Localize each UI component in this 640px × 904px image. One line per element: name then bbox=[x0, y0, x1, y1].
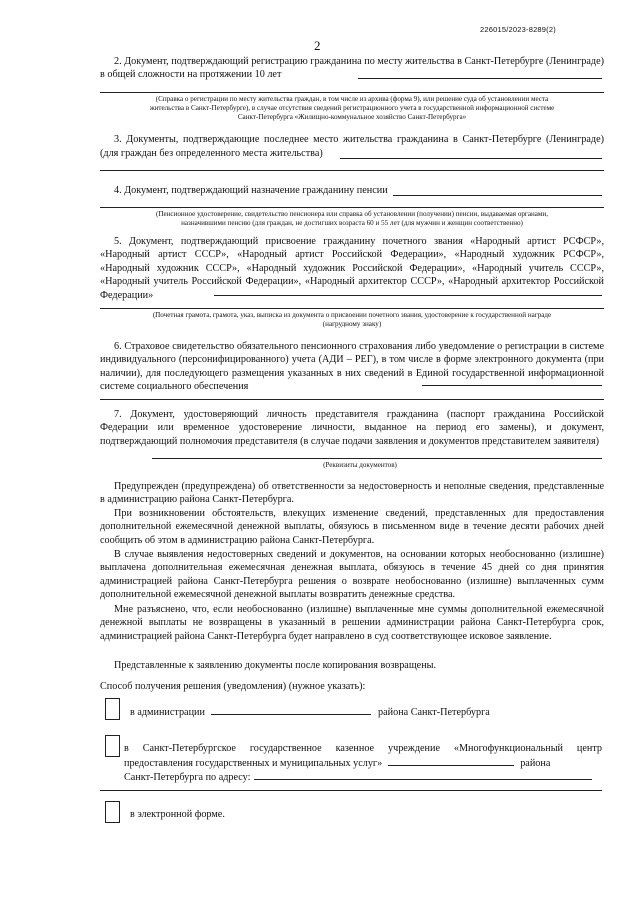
item-4-caption-line-1: (Пенсионное удостоверение, свидетельство пенсионера или справка об установлении (получении) пенсии, выдаваемая органами, bbox=[156, 210, 548, 218]
warning-paragraph-1: Предупрежден (предупреждена) об ответственности за недостоверность и неполные сведения, представленные в администрацию района Санкт-Петербурга. bbox=[100, 481, 604, 506]
item-4-answer-line-1 bbox=[393, 195, 602, 196]
district-name-field[interactable] bbox=[211, 705, 371, 715]
delivery-option-electronic-checkbox[interactable] bbox=[105, 801, 120, 823]
item-5-caption-line-1: (Почетная грамота, грамота, указ, выписка из документа о присвоении почетного звания, удостоверение к государственной награде bbox=[152, 311, 552, 319]
delivery-option-mfc-checkbox[interactable] bbox=[105, 735, 120, 757]
item-7-caption: (Реквизиты документов) bbox=[323, 461, 397, 469]
item-5-answer-line-1 bbox=[214, 295, 602, 296]
item-6-answer-line-1 bbox=[422, 385, 602, 386]
mfc-address-field[interactable] bbox=[254, 770, 592, 780]
item-7-answer-line bbox=[152, 458, 602, 459]
delivery-option-mfc-line-1: в Санкт-Петербургское государственное казенное учреждение «Многофункциональный центр bbox=[124, 743, 602, 754]
warning-paragraph-4: Мне разъяснено, что, если необоснованно (излишне) выплаченные мне суммы дополнительной ежемесячной денежной выплаты не возвращены в указанный в решении администрации района Санкт-Петербурга срок, администрацией района Санкт-Петербурга будет направлено в суд соответствующее исковое заявление. bbox=[100, 604, 604, 642]
mfc-district-field[interactable] bbox=[388, 756, 514, 766]
item-2-caption-line-3: Санкт-Петербурга «Жилищно-коммунальное хозяйство Санкт-Петербурга» bbox=[237, 113, 467, 121]
item-7-text: 7. Документ, удостоверяющий личность представителя гражданина (паспорт гражданина Российской Федерации или временное удостоверение личности, выданное на период его замены), и документ, подтверждающий полномочия представителя (в случае подачи заявления и документов представителем заявителя) bbox=[100, 409, 604, 447]
returned-docs-note: Представленные к заявлению документы после копирования возвращены. bbox=[114, 660, 437, 671]
item-4-caption bbox=[100, 210, 604, 228]
item-6-answer-line-2 bbox=[100, 399, 604, 400]
item-2-text: 2. Документ, подтверждающий регистрацию гражданина по месту жительства в Санкт-Петербурге (Ленинграде) в общей сложности на протяжении 10 лет bbox=[100, 56, 604, 81]
mfc-address-line-2 bbox=[100, 790, 602, 791]
delivery-option-administration bbox=[130, 705, 610, 719]
item-5-answer-line-2 bbox=[100, 308, 604, 309]
delivery-option-electronic: в электронной форме. bbox=[130, 809, 225, 820]
item-5-caption bbox=[100, 311, 604, 329]
item-6-text: 6. Страховое свидетельство обязательного пенсионного страхования либо уведомление о регистрации в системе индивидуального (персонифицированного) учета (АДИ – РЕГ), в том числе в форме электронного документа (при наличии), для последующего размещения указанных в них сведений в Единой государственной информационной системе социального обеспечения bbox=[100, 341, 604, 393]
item-4-text: 4. Документ, подтверждающий назначение гражданину пенсии bbox=[114, 185, 388, 196]
item-3-text-line-2: (для граждан без определенного места жительства) bbox=[100, 148, 323, 159]
item-4-caption-line-2: назначившими пенсию (для граждан, не достигших возраста 60 и 55 лет (для мужчин и женщин соответственно) bbox=[181, 219, 523, 227]
item-3-answer-line-2 bbox=[100, 170, 604, 171]
item-5-text: 5. Документ, подтверждающий присвоение гражданину почетного звания «Народный артист РСФСР», «Народный артист СССР», «Народный артист Российской Федерации», «Народный художник РСФСР», «Народный художник СССР», «Народный художник Российской Федерации», «Народный учитель СССР», «Народный учитель Российской Федерации», «Народный архитектор СССР», «Народный архитектор Российской Федерации» bbox=[100, 236, 604, 301]
document-number: 226015/2023-8289(2) bbox=[480, 25, 556, 34]
warning-paragraph-3: В случае выявления недостоверных сведений и документов, на основании которых необоснованно (излишне) выплачена дополнительная ежемесячная денежная выплата, обязуюсь в течение 45 дней со дня принятия администрацией района Санкт-Петербурга решения о возврате необоснованно (излишне) выплаченных сумм дополнительной ежемесячной денежной выплаты возвратить денежные средства. bbox=[100, 549, 604, 601]
delivery-option-mfc-line-2-text: предоставления государственных и муниципальных услуг» bbox=[124, 758, 383, 769]
item-2-answer-line-1 bbox=[358, 78, 602, 79]
delivery-heading: Способ получения решения (уведомления) (нужное указать): bbox=[100, 681, 366, 692]
item-2-caption-line-1: (Справка о регистрации по месту жительства граждан, в том числе из архива (форма 9), или решение суда об установлении места bbox=[155, 95, 549, 103]
warning-paragraph-2: При возникновении обстоятельств, влекущих изменение сведений, представленных для предоставления дополнительной ежемесячной денежной выплаты, обязуюсь в письменном виде в течение десяти рабочих дней сообщить об этом в администрацию района Санкт-Петербурга. bbox=[100, 508, 604, 546]
delivery-option-mfc-line-2-suffix: района bbox=[520, 758, 551, 769]
delivery-option-administration-label: в администрации bbox=[130, 707, 205, 718]
item-3-text-line-1: 3. Документы, подтверждающие последнее место жительства гражданина в Санкт-Петербурге (Ленинграде) bbox=[114, 134, 604, 145]
delivery-option-mfc-line-2 bbox=[124, 756, 602, 770]
item-4-answer-line-2 bbox=[100, 207, 604, 208]
delivery-option-mfc-address-label: Санкт-Петербурга по адресу: bbox=[124, 772, 251, 783]
delivery-option-administration-suffix: района Санкт-Петербурга bbox=[378, 707, 490, 718]
delivery-option-administration-checkbox[interactable] bbox=[105, 698, 120, 720]
item-2-caption-line-2: жительства в Санкт-Петербурге), в случае отсутствия сведений регистрационного учета в государственной информационной системе bbox=[149, 104, 555, 112]
item-2-caption bbox=[100, 95, 604, 122]
item-5-caption-line-2: (нагрудному знаку) bbox=[322, 320, 382, 328]
item-2-answer-line-2 bbox=[100, 92, 604, 93]
page-number: 2 bbox=[314, 38, 321, 53]
item-3-answer-line-1 bbox=[340, 158, 602, 159]
delivery-option-mfc-line-3 bbox=[124, 770, 602, 784]
